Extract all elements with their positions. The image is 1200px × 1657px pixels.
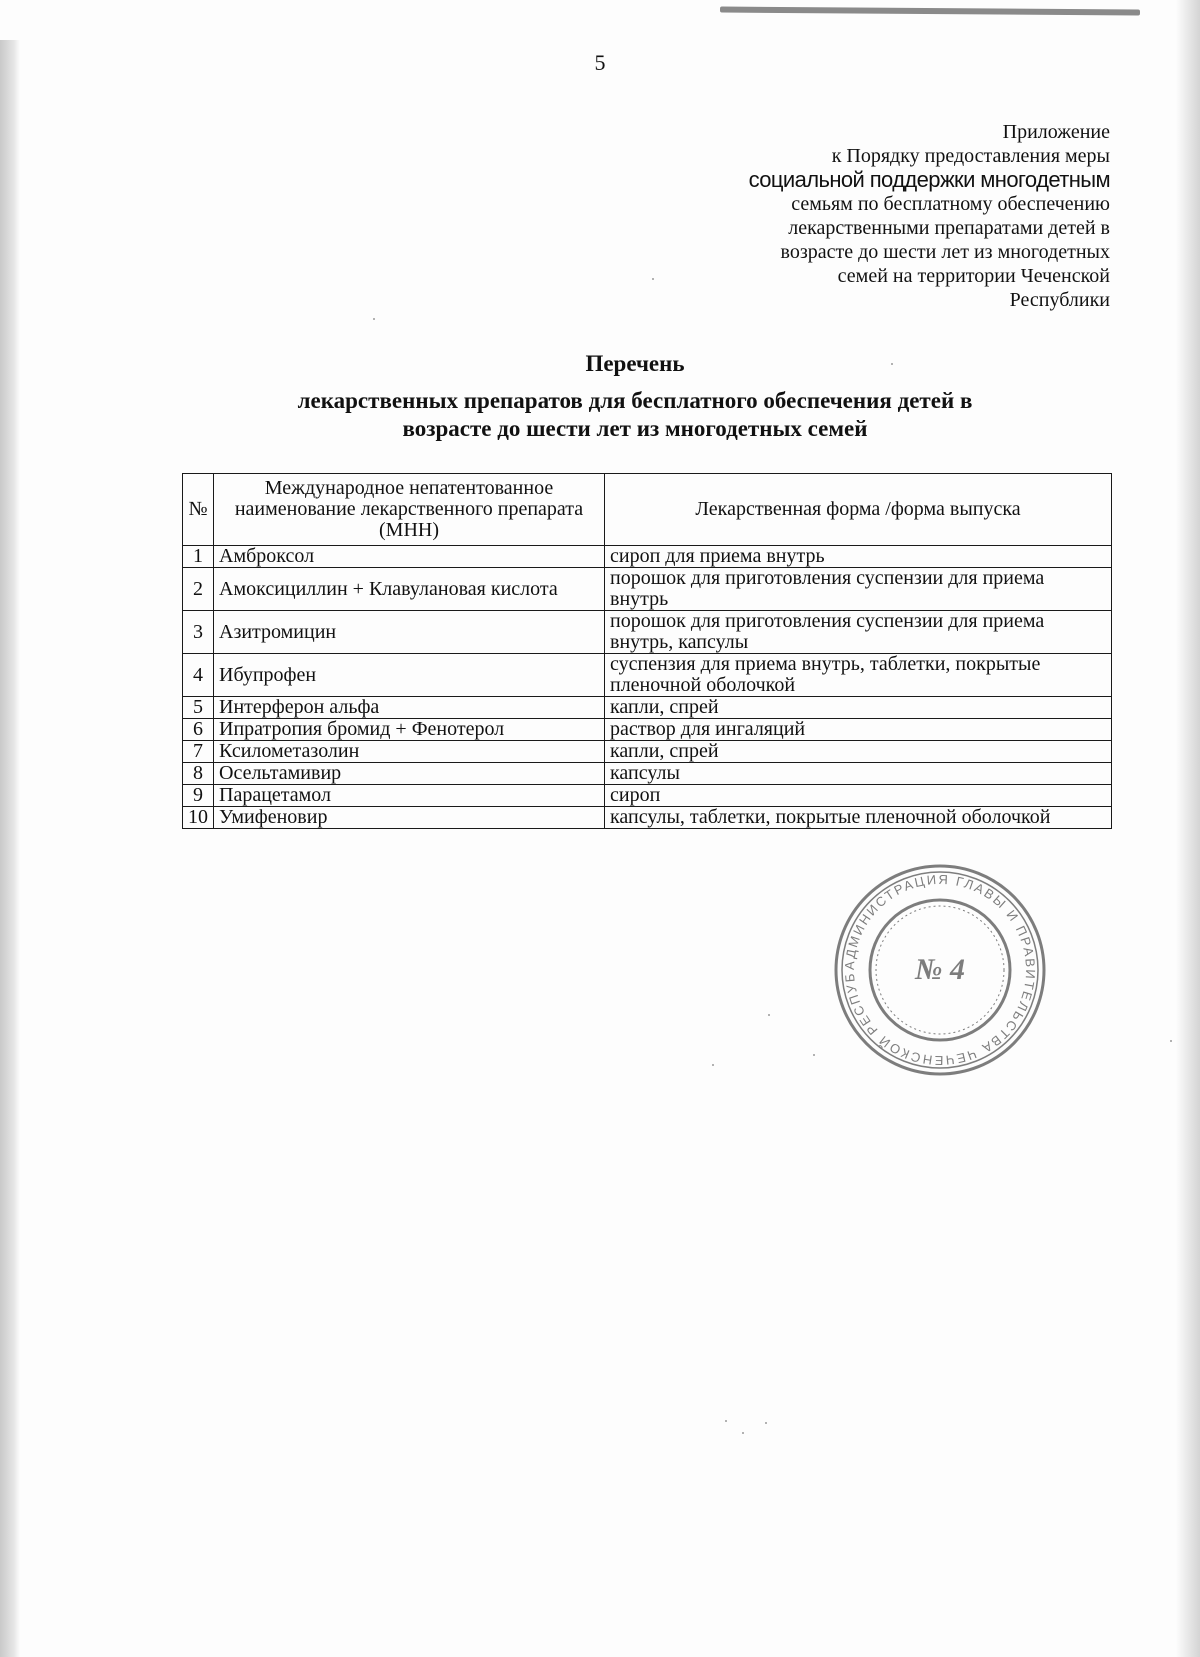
scan-edge-left — [0, 40, 20, 1657]
table-row — [183, 546, 1112, 568]
row-number: 2 — [183, 568, 214, 611]
seal-ring-text: АДМИНИСТРАЦИЯ ГЛАВЫ И ПРАВИТЕЛЬСТВА ЧЕЧЕНСКОЙ РЕСПУБ — [841, 871, 1039, 1069]
row-form: капсулы — [605, 763, 1112, 785]
appendix-line: возрасте до шести лет из многодетных — [780, 241, 1110, 263]
table-row — [183, 568, 1112, 611]
table-row — [183, 611, 1112, 654]
row-number: 3 — [183, 611, 214, 654]
table-row — [183, 654, 1112, 697]
scan-edge-right — [1176, 0, 1200, 1657]
drug-list-table — [182, 473, 1112, 829]
row-form: сироп — [605, 785, 1112, 807]
row-inn: Парацетамол — [214, 785, 605, 807]
row-inn: Ксилометазолин — [214, 741, 605, 763]
row-form: раствор для ингаляций — [605, 719, 1112, 741]
document-title: Перечень — [585, 351, 685, 376]
row-form: порошок для приготовления суспензии для приема внутрь — [605, 568, 1112, 611]
row-inn: Ибупрофен — [214, 654, 605, 697]
header-number: № — [183, 474, 214, 546]
table-row — [183, 719, 1112, 741]
row-form: суспензия для приема внутрь, таблетки, покрытые пленочной оболочкой — [605, 654, 1112, 697]
appendix-line: лекарственными препаратами детей в — [788, 217, 1110, 239]
subtitle-line: лекарственных препаратов для бесплатного обеспечения детей в — [297, 388, 973, 413]
row-form: сироп для приема внутрь — [605, 546, 1112, 568]
page-number: 5 — [594, 50, 606, 75]
row-number: 7 — [183, 741, 214, 763]
row-number: 8 — [183, 763, 214, 785]
document-subtitle — [140, 387, 1130, 443]
row-inn: Амброксол — [214, 546, 605, 568]
table-header-row — [183, 474, 1112, 546]
subtitle-line: возрасте до шести лет из многодетных семей — [402, 416, 868, 441]
row-number: 5 — [183, 697, 214, 719]
row-form: капли, спрей — [605, 741, 1112, 763]
scan-edge-top — [720, 7, 1140, 16]
official-seal — [830, 860, 1050, 1080]
row-number: 4 — [183, 654, 214, 697]
header-inn: Международное непатентованное наименование лекарственного препарата (МНН) — [214, 474, 605, 546]
appendix-line: семей на территории Чеченской — [837, 265, 1110, 287]
appendix-line: Республики — [1009, 289, 1110, 311]
row-inn: Осельтамивир — [214, 763, 605, 785]
row-inn: Азитромицин — [214, 611, 605, 654]
appendix-line: к Порядку предоставления меры — [831, 145, 1110, 167]
row-form: капсулы, таблетки, покрытые пленочной оболочкой — [605, 807, 1112, 829]
row-number: 9 — [183, 785, 214, 807]
appendix-line: социальной поддержки многодетным — [748, 167, 1110, 192]
table-row — [183, 807, 1112, 829]
appendix-block — [690, 120, 1110, 312]
table-row — [183, 785, 1112, 807]
table-row — [183, 697, 1112, 719]
row-number: 6 — [183, 719, 214, 741]
row-inn: Амоксициллин + Клавулановая кислота — [214, 568, 605, 611]
header-form: Лекарственная форма /форма выпуска — [605, 474, 1112, 546]
row-number: 10 — [183, 807, 214, 829]
row-inn: Ипратропия бромид + Фенотерол — [214, 719, 605, 741]
row-form: капли, спрей — [605, 697, 1112, 719]
appendix-line: Приложение — [1002, 121, 1110, 143]
table-row — [183, 763, 1112, 785]
row-form: порошок для приготовления суспензии для приема внутрь, капсулы — [605, 611, 1112, 654]
seal-number: № 4 — [915, 953, 965, 986]
row-number: 1 — [183, 546, 214, 568]
row-inn: Умифеновир — [214, 807, 605, 829]
appendix-line: семьям по бесплатному обеспечению — [791, 193, 1110, 215]
table-row — [183, 741, 1112, 763]
row-inn: Интерферон альфа — [214, 697, 605, 719]
